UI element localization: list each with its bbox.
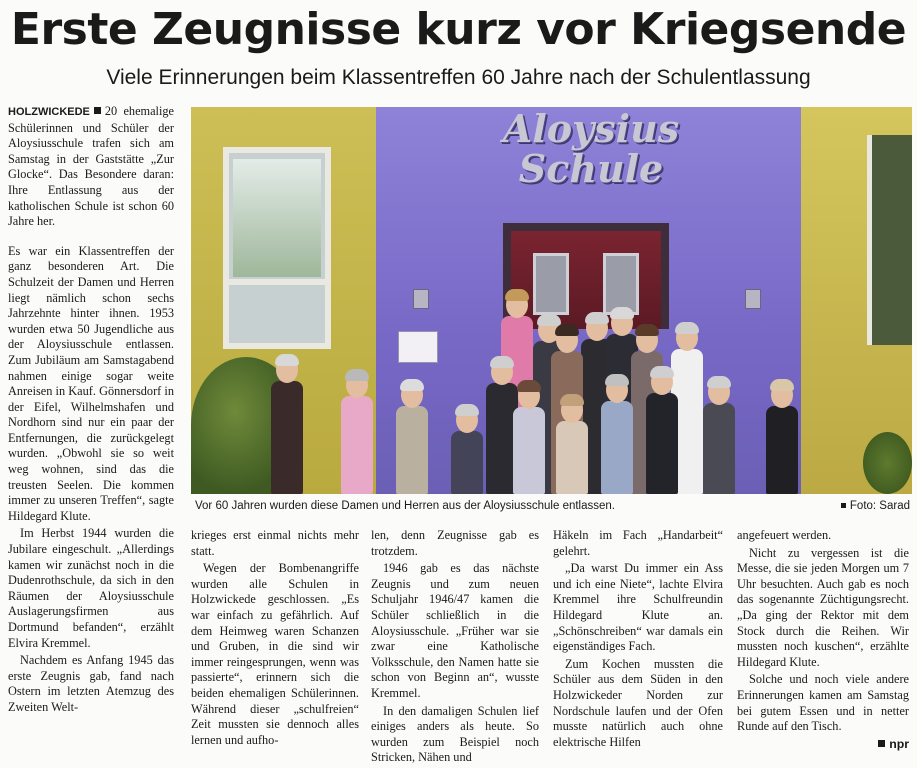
dateline-square-icon (94, 107, 101, 114)
paragraph: „Da warst Du immer ein Ass und ich eine Niete“, lachte Elvira Kremmel ihre Schulfreundin Hildegard Klute an. „Schönschreiben“ war damals ein eigenständiges Fach. (553, 561, 723, 654)
paragraph: In den damaligen Schulen lief einiges anders als heute. So wurden zum Beispiel noch Stricken, Nähen und (371, 703, 539, 765)
group-photo (191, 107, 912, 494)
article-column-5 (737, 528, 909, 752)
photo-caption-bar (191, 497, 912, 515)
lead-paragraph (8, 104, 174, 230)
paragraph: Häkeln im Fach „Handarbeit“ gelehrt. (553, 528, 723, 558)
paragraph: Es war ein Klassentreffen der ganz besonderen Art. Die Schulzeit der Damen und Herren liegt nämlich schon sechs Jahrzehnte hinter ihnen. 1953 wurden etwa 50 Jugendliche aus der Aloysiusschule entlassen. Zum Jubiläum am Samstagabend nahmen einige sogar weite Anreisen in Kauf. Gönnersdorf in der Eifel, Wilhelmshafen und Nordhorn sind nur ein paar der Entfernungen, die zurückgelegt wurden. „Obwohl sie so weit weg wohnen, sind das die treusten Seelen. Die kommen immer zu unseren Treffen“, sagte Hildegard Klute. (8, 243, 174, 523)
end-square-icon (878, 740, 885, 747)
article-column-1 (8, 104, 174, 716)
subheadline: Viele Erinnerungen beim Klassentreffen 60 Jahre nach der Schulentlassung (106, 66, 811, 89)
photo-credit-text: Foto: Sarad (849, 500, 910, 512)
paragraph: krieges erst einmal nichts mehr statt. (191, 528, 359, 558)
paragraph: Solche und noch viele andere Erinnerungen kamen am Samstag bei gutem Essen und in netter Runde auf den Tisch. (737, 672, 909, 734)
photo-caption: Vor 60 Jahren wurden diese Damen und Herren aus der Aloysiusschule entlassen. (195, 500, 615, 512)
paragraph: Nachdem es Anfang 1945 das erste Zeugnis gab, fand nach Ostern im letzten Atemzug des Zweiten Welt- (8, 653, 174, 714)
school-sign: Aloysius Schule (502, 107, 680, 191)
headline: Erste Zeugnisse kurz vor Kriegsende (10, 4, 907, 55)
paragraph: 1946 gab es das nächste Zeugnis und zum neuen Schuljahr 1946/47 kamen die Schüler schließlich in die Aloysiusschule. „Früher war sie zwar eine Katholische Volksschule, den Namen hatte sie schon von Beginn an“, wusste Kremmel. (371, 561, 539, 700)
paragraph: Zum Kochen mussten die Schüler aus dem Süden in den Holzwickeder Norden zur Nordschule laufen und der Ofen musste natürlich auch ohne elektrische Hilfen (553, 656, 723, 749)
group-of-people (251, 287, 841, 494)
window (867, 135, 912, 345)
paragraph: Wegen der Bombenangriffe wurden alle Schulen in Holzwickede geschlossen. „Es war einfach zu gefährlich. Auf dem Heimweg waren Schanzen und Gruben, in die sind wir immer reingesprungen, wenn was passierte“, erinnern sich die beiden ehemaligen Schülerinnen. Während dieser „schulfreien“ Zeit mussten sie dennoch alles lernen und aufho- (191, 561, 359, 747)
article-column-4 (553, 528, 723, 750)
tree (863, 432, 912, 494)
credit-square-icon (841, 503, 846, 508)
dateline: HOLZWICKEDE (8, 106, 90, 118)
paragraph: len, denn Zeugnisse gab es trotzdem. (371, 528, 539, 558)
author-mark (737, 737, 909, 753)
article-column-2 (191, 528, 359, 748)
paragraph: Nicht zu vergessen ist die Messe, die sie jeden Morgen um 7 Uhr besuchten. Auch gab es noch das sogenannte Züchtigungsrecht. „Da ging der Rektor mit dem Stock durch die Reihen. Wir mussten noch kuschen“, erzählte Hildegard Klute. (737, 545, 909, 669)
paragraph: angefeuert werden. (737, 528, 832, 542)
photo-credit (837, 497, 910, 515)
paragraph: 20 ehemalige Schülerinnen und Schüler der Aloysiusschule trafen sich am Samstag in der Gaststätte „Zur Glocke“. Das Besondere daran: Ihre Entlassung aus der katholischen Schule ist schon 60 Jahre her. (8, 104, 174, 229)
author-initials: npr (889, 736, 909, 751)
paragraph: Im Herbst 1944 wurden die Jubilare eingeschult. „Allerdings kamen wir zunächst noch in die Dudenrothschule, da sich in den Räumen der Aloysiusschule Auslagerungsfirmen aus Dortmund befanden“, erzählt Elvira Kremmel. (8, 526, 174, 650)
article-column-3 (371, 528, 539, 766)
